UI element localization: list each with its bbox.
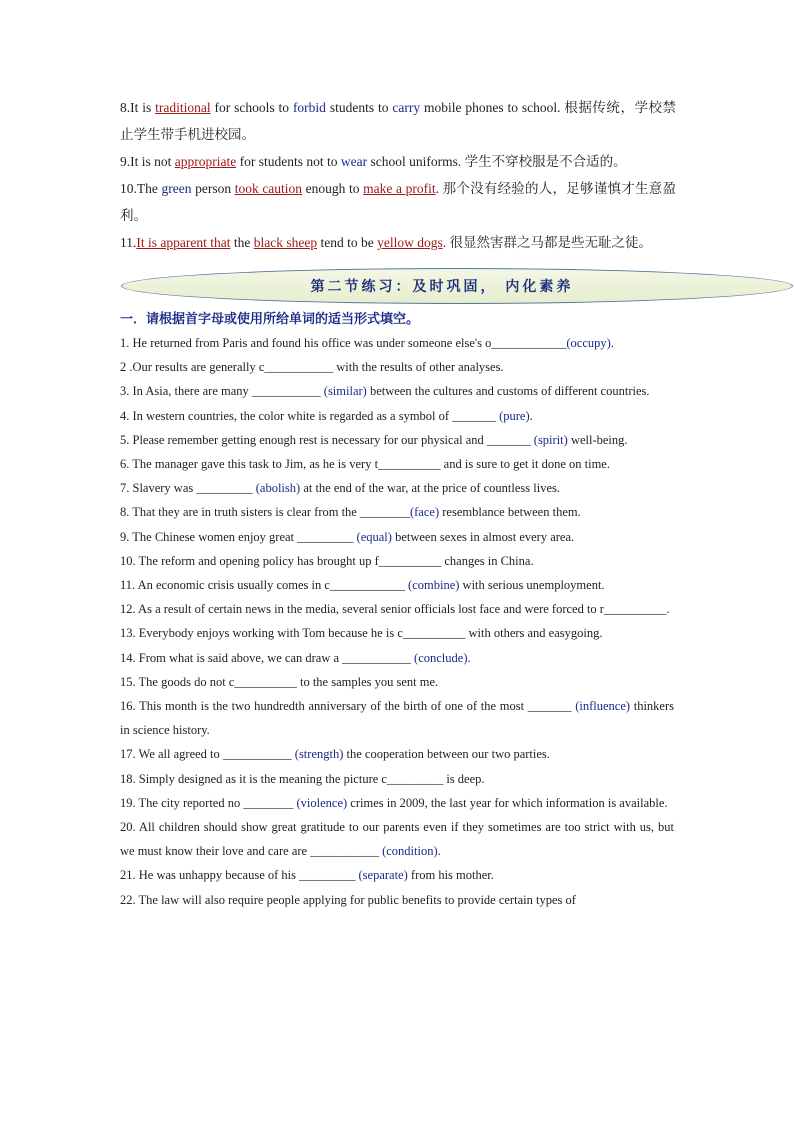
exercise-text-tail: . — [467, 650, 471, 665]
word-hint: (pure) — [499, 408, 530, 423]
sentence-text: enough to — [302, 181, 364, 196]
section-banner — [121, 268, 793, 304]
example-sentence — [120, 94, 676, 148]
section-heading: 一．请根据首字母或使用所给单词的适当形式填空。 — [120, 312, 420, 327]
example-sentence — [120, 229, 676, 256]
word-hint: (strength) — [294, 747, 344, 762]
underlined-phrase: make a profit — [363, 181, 436, 196]
exercise-item — [120, 597, 674, 621]
exercise-text: 8. That they are in truth sisters is clear from the ________ — [120, 505, 410, 520]
sentence-text: for schools to — [210, 100, 293, 115]
underlined-phrase: traditional — [155, 100, 211, 115]
sentence-text: for students not to — [236, 154, 341, 169]
exercise-text: 4. In western countries, the color white is regarded as a symbol of _______ — [120, 408, 500, 423]
word-hint: (violence) — [296, 795, 348, 810]
word-hint: (conclude) — [414, 650, 468, 665]
exercise-text-tail: crimes in 2009, the last year for which information is available. — [347, 795, 668, 810]
exercise-text-tail: between sexes in almost every area. — [391, 529, 575, 544]
exercise-text: 14. From what is said above, we can draw a ___________ — [120, 650, 415, 665]
sentence-text: school uniforms. 学生不穿校服是不合适的。 — [367, 154, 627, 169]
underlined-phrase: took caution — [234, 181, 303, 196]
word-hint: (combine) — [408, 578, 460, 593]
highlighted-word: forbid — [292, 100, 326, 115]
exercise-text: 2 .Our results are generally c___________ with the results of other analyses. — [120, 360, 504, 375]
exercise-text: 5. Please remember getting enough rest is necessary for our physical and _______ — [120, 432, 534, 447]
exercise-item — [120, 476, 674, 500]
exercise-text-tail: thinkers in science history. — [120, 699, 674, 738]
sentence-text: tend to be — [317, 235, 378, 250]
sentence-text: . 很显然害群之马都是些无耻之徒。 — [442, 235, 652, 250]
exercise-text: 17. We all agreed to ___________ — [120, 747, 295, 762]
underlined-phrase: black sheep — [253, 235, 318, 250]
exercise-text: 16. This month is the two hundredth anniversary of the birth of one of the most _______ — [120, 699, 576, 714]
underlined-phrase: It is apparent that — [136, 235, 231, 250]
exercise-text-tail: . — [529, 408, 533, 423]
exercise-text: 1. He returned from Paris and found his office was under someone else's o____________ — [120, 336, 567, 350]
exercise-item — [120, 452, 674, 476]
exercise-text: 10. The reform and opening policy has brought up f__________ changes in China. — [120, 553, 534, 568]
exercise-text: 22. The law will also require people applying for public benefits to provide certain types of — [120, 892, 576, 907]
exercise-item — [120, 500, 674, 524]
word-hint: (separate) — [358, 868, 408, 883]
example-sentence — [120, 175, 676, 229]
exercise-item — [120, 355, 674, 379]
exercise-item — [120, 525, 674, 549]
exercise-text: 19. The city reported no ________ — [120, 795, 297, 810]
sentence-text: 9.It is not — [120, 154, 175, 169]
underlined-phrase: yellow dogs — [377, 235, 443, 250]
sentence-text: students to — [325, 100, 393, 115]
banner-title: 第二节练习：及时巩固， 内化素养 — [310, 279, 574, 295]
sentence-text: 11. — [120, 235, 137, 250]
exercise-item — [120, 670, 674, 694]
exercise-item — [120, 573, 674, 597]
exercise-item — [120, 815, 674, 863]
exercise-item — [120, 379, 674, 403]
word-hint: (similar) — [323, 384, 367, 399]
highlighted-word: green — [161, 181, 192, 196]
word-hint: (abolish) — [255, 481, 301, 496]
word-hint: (equal) — [356, 529, 392, 544]
exercise-text: 9. The Chinese women enjoy great _________ — [120, 529, 357, 544]
exercise-text-tail: resemblance between them. — [439, 505, 581, 520]
exercise-text: 13. Everybody enjoys working with Tom because he is c__________ with others and easygoing. — [120, 626, 603, 641]
sentence-text: . 那个没有经验的人，足够谨慎才生意盈利。 — [120, 181, 676, 223]
exercise-item — [120, 621, 674, 645]
word-hint: (influence) — [575, 699, 631, 714]
exercise-text-tail: at the end of the war, at the price of countless lives. — [300, 481, 561, 496]
exercise-text: 18. Simply designed as it is the meaning the picture c_________ is deep. — [120, 771, 485, 786]
exercise-text: 3. In Asia, there are many ___________ — [120, 384, 324, 399]
sentence-text: person — [191, 181, 235, 196]
example-sentences — [120, 94, 676, 256]
exercise-list — [120, 331, 674, 912]
sentence-text: 8.It is — [120, 100, 156, 115]
word-hint: (spirit) — [533, 432, 568, 447]
exercise-text-tail: well-being. — [567, 432, 628, 447]
exercise-text: 6. The manager gave this task to Jim, as he is very t__________ and is sure to get it done on time. — [120, 457, 610, 472]
exercise-text: 15. The goods do not c__________ to the samples you sent me. — [120, 674, 439, 689]
exercise-item — [120, 863, 674, 887]
exercise-text-tail: with serious unemployment. — [459, 578, 605, 593]
exercise-text-tail: from his mother. — [407, 868, 494, 883]
exercise-text: 21. He was unhappy because of his _________ — [120, 868, 359, 883]
exercise-text-tail: . — [610, 336, 614, 350]
sentence-text: 10.The — [120, 181, 162, 196]
exercise-item — [120, 742, 674, 766]
sentence-text: mobile phones to school. 根据传统，学校禁止学生带手机进校园。 — [120, 100, 676, 142]
exercise-text: 11. An economic crisis usually comes in c____________ — [120, 578, 409, 593]
highlighted-word: wear — [340, 154, 368, 169]
sentence-text: the — [230, 235, 254, 250]
word-hint: (face) — [409, 505, 440, 520]
exercise-item — [120, 549, 674, 573]
example-sentence — [120, 148, 676, 175]
exercise-text: 12. As a result of certain news in the media, several senior officials lost face and were forced to r__________. — [120, 602, 670, 617]
exercise-item — [120, 428, 674, 452]
exercise-item — [120, 791, 674, 815]
word-hint: (occupy) — [566, 336, 611, 350]
exercise-text-tail: the cooperation between our two parties. — [343, 747, 550, 762]
exercise-item — [120, 888, 674, 912]
exercise-text-tail: . — [437, 844, 441, 859]
underlined-phrase: appropriate — [174, 154, 237, 169]
exercise-item — [120, 331, 674, 355]
highlighted-word: carry — [392, 100, 421, 115]
exercise-text-tail: between the cultures and customs of different countries. — [366, 384, 650, 399]
exercise-item — [120, 646, 674, 670]
word-hint: (condition) — [382, 844, 438, 859]
exercise-item — [120, 694, 674, 742]
exercise-text: 20. All children should show great gratitude to our parents even if they sometimes are too strict with us, but we must know their love and care are ___________ — [120, 820, 674, 859]
exercise-item — [120, 404, 674, 428]
exercise-item — [120, 767, 674, 791]
exercise-text: 7. Slavery was _________ — [120, 481, 256, 496]
